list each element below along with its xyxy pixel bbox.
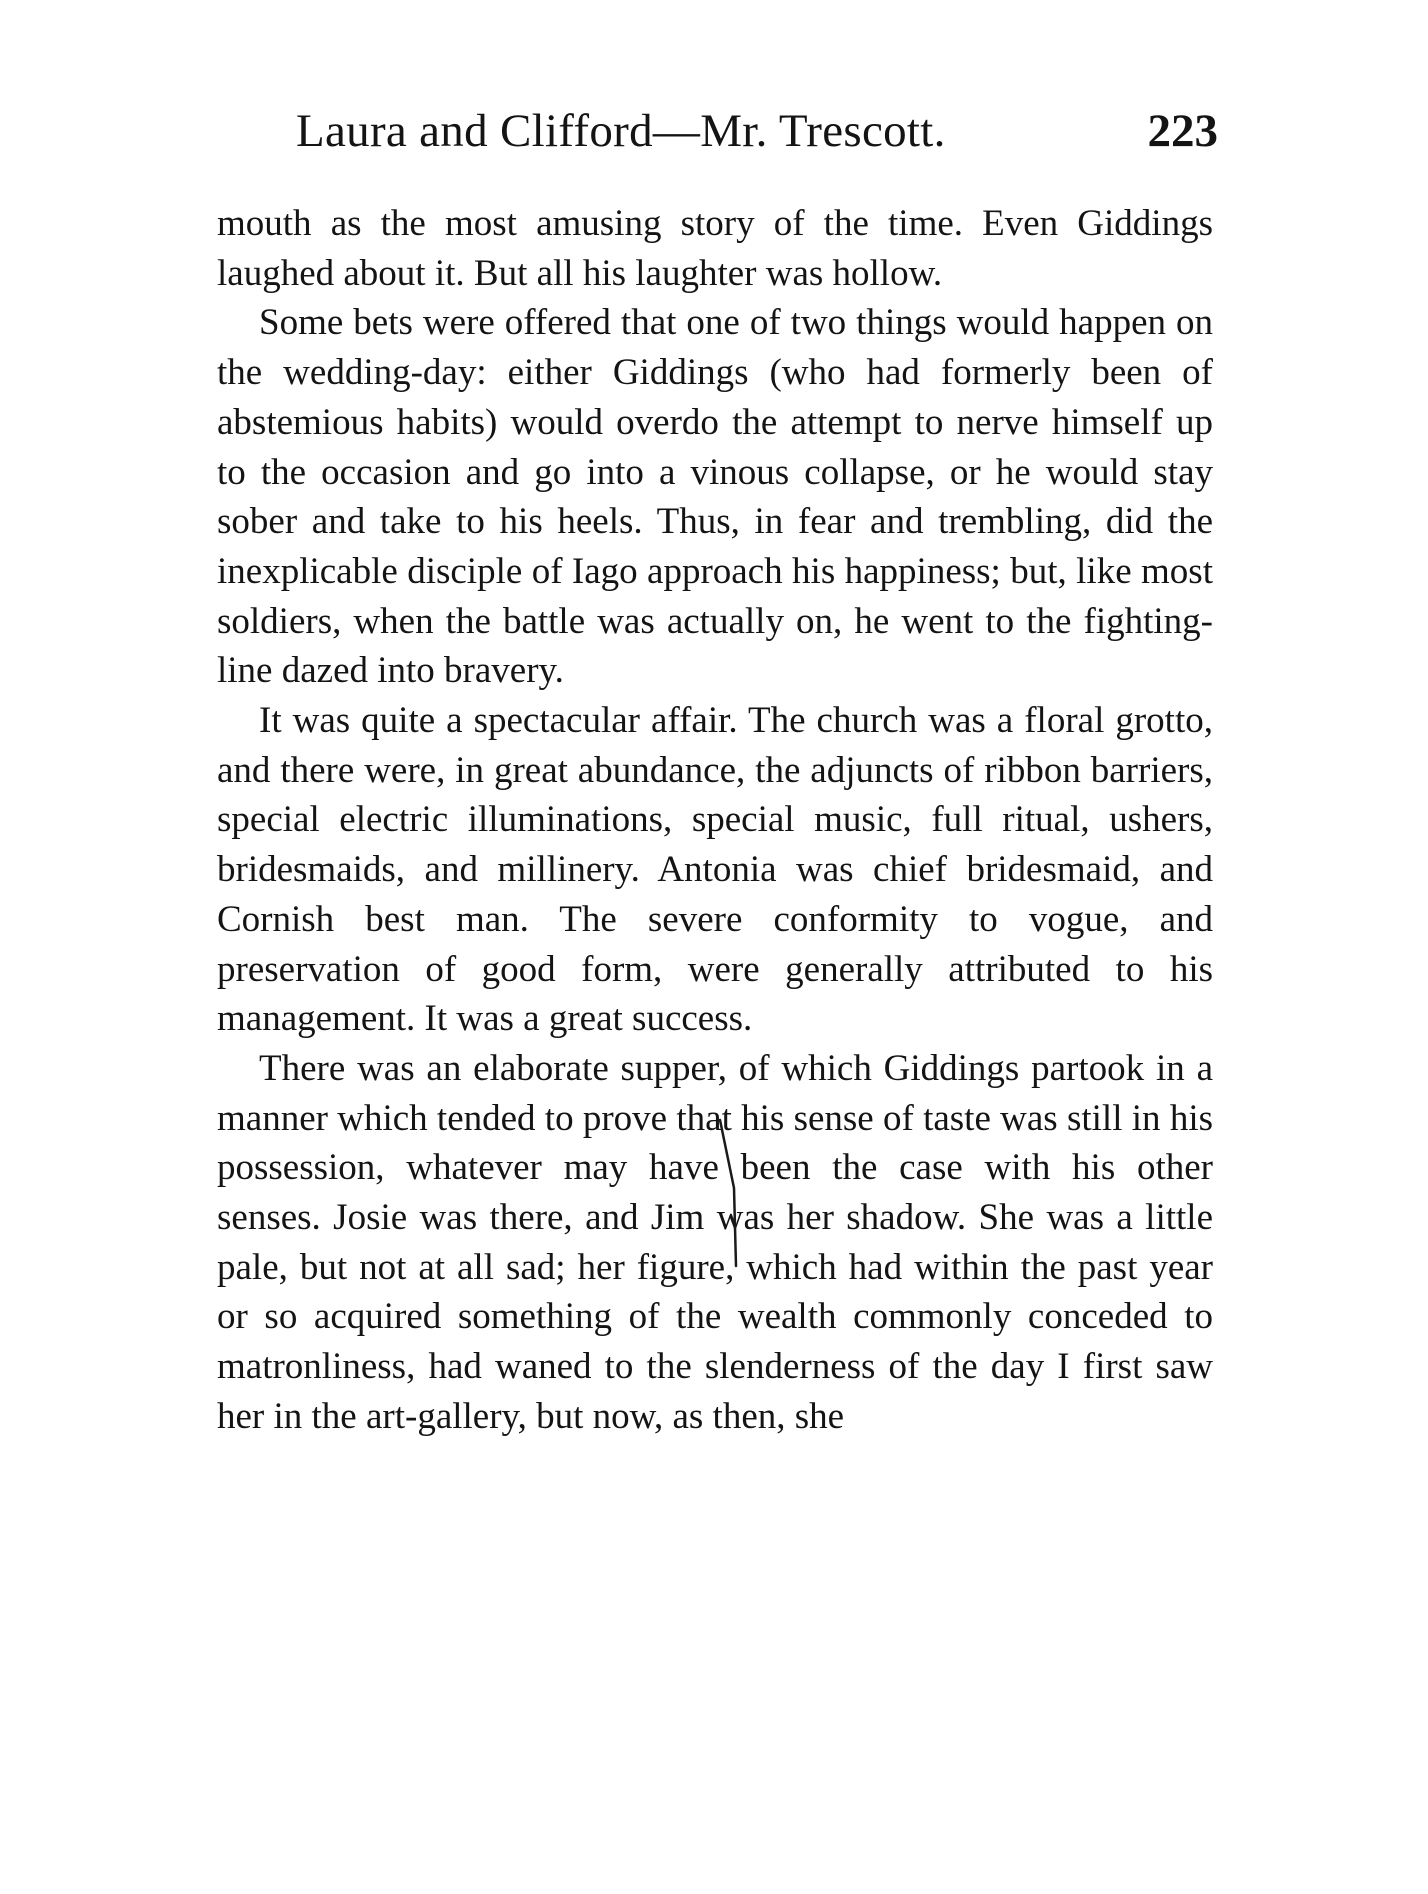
paragraph-continued: mouth as the most amusing story of the time. Even Giddings laughed about it. But all his laughter was hollow. [217,203,1213,294]
paragraph-wedding-bets: Some bets were offered that one of two things would happen on the wedding-day: either Giddings (who had formerly been of abstemious habits) would overdo the attempt to nerve himself up to the occasion and go into a vinous collapse, or he would stay sober and take to his heels. Thus, in fear and trembling, did the inexplicable disciple of Iago approach his happiness; but, like most soldiers, when the battle was actually on, he went to the fighting-line dazed into bravery. [217,302,1213,692]
running-header [296,98,1218,164]
page-number: 223 [1147,105,1218,157]
header-title: Laura and Clifford—Mr. Trescott. [296,105,946,157]
pen-stroke-mark [716,1118,752,1268]
paragraph-elaborate-supper: There was an elaborate supper, of which Giddings partook in a manner which tended to prove that his sense of taste was still in his possession, whatever may have been the case with his other senses. Josie was there, and Jim was her shadow. She was a little pale, but not at all sad; her figure, which had within the past year or so acquired something of the wealth commonly conceded to matronliness, had waned to the slenderness of the day I first saw her in the art-gallery, but now, as then, she [217,1047,1213,1437]
body-text [217,199,1213,1442]
paragraph-spectacular-affair: It was quite a spectacular affair. The church was a floral grotto, and there were, in great abundance, the adjuncts of ribbon barriers, special electric illuminations, special music, full ritual, ushers, bridesmaids, and millinery. Antonia was chief bridesmaid, and Cornish best man. The severe conformity to vogue, and preservation of good form, were generally attributed to his management. It was a great success. [217,700,1213,1040]
